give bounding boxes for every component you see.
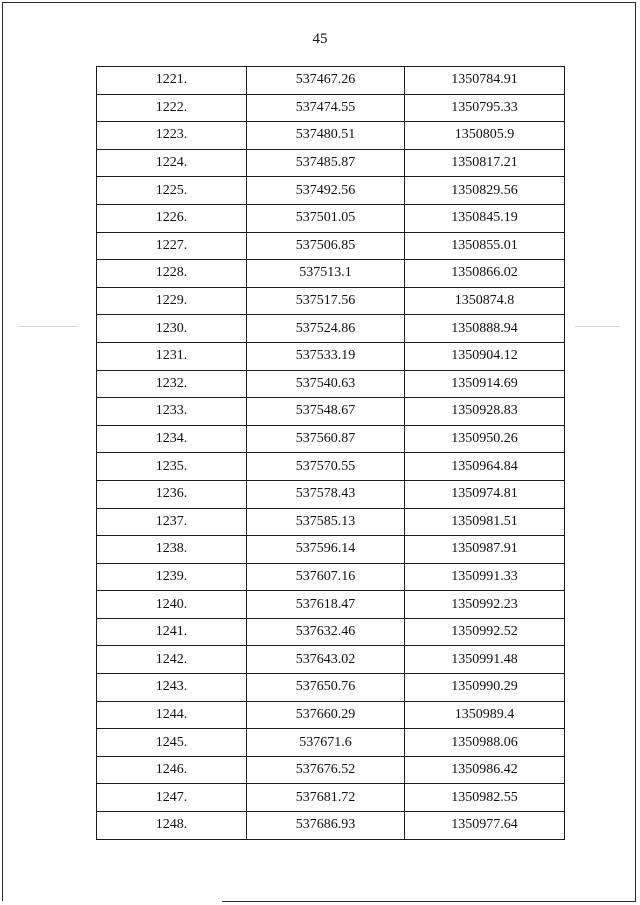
y-coordinate-cell: 1350982.55 xyxy=(405,784,565,812)
table-row xyxy=(97,177,565,205)
y-coordinate-cell: 1350795.33 xyxy=(405,94,565,122)
point-number-cell: 1222. xyxy=(97,94,247,122)
point-number-cell: 1243. xyxy=(97,674,247,702)
point-number-cell: 1247. xyxy=(97,784,247,812)
point-number-cell: 1237. xyxy=(97,508,247,536)
table-row xyxy=(97,591,565,619)
point-number-cell: 1229. xyxy=(97,287,247,315)
y-coordinate-cell: 1350904.12 xyxy=(405,342,565,370)
point-number-cell: 1240. xyxy=(97,591,247,619)
table-row xyxy=(97,315,565,343)
point-number-cell: 1242. xyxy=(97,646,247,674)
x-coordinate-cell: 537686.93 xyxy=(247,812,405,840)
y-coordinate-cell: 1350989.4 xyxy=(405,701,565,729)
table-row xyxy=(97,149,565,177)
point-number-cell: 1234. xyxy=(97,425,247,453)
table-row xyxy=(97,232,565,260)
x-coordinate-cell: 537570.55 xyxy=(247,453,405,481)
y-coordinate-cell: 1350981.51 xyxy=(405,508,565,536)
table-row xyxy=(97,398,565,426)
x-coordinate-cell: 537492.56 xyxy=(247,177,405,205)
point-number-cell: 1238. xyxy=(97,536,247,564)
x-coordinate-cell: 537524.86 xyxy=(247,315,405,343)
point-number-cell: 1225. xyxy=(97,177,247,205)
x-coordinate-cell: 537650.76 xyxy=(247,674,405,702)
table-row xyxy=(97,536,565,564)
table-row xyxy=(97,563,565,591)
y-coordinate-cell: 1350888.94 xyxy=(405,315,565,343)
point-number-cell: 1224. xyxy=(97,149,247,177)
x-coordinate-cell: 537467.26 xyxy=(247,67,405,95)
table-row xyxy=(97,122,565,150)
point-number-cell: 1244. xyxy=(97,701,247,729)
table-row xyxy=(97,701,565,729)
y-coordinate-cell: 1350992.52 xyxy=(405,618,565,646)
x-coordinate-cell: 537578.43 xyxy=(247,480,405,508)
y-coordinate-cell: 1350845.19 xyxy=(405,204,565,232)
y-coordinate-cell: 1350829.56 xyxy=(405,177,565,205)
table-row xyxy=(97,67,565,95)
table-row xyxy=(97,812,565,840)
point-number-cell: 1221. xyxy=(97,67,247,95)
x-coordinate-cell: 537533.19 xyxy=(247,342,405,370)
coordinates-table xyxy=(96,66,565,840)
y-coordinate-cell: 1350986.42 xyxy=(405,756,565,784)
x-coordinate-cell: 537596.14 xyxy=(247,536,405,564)
x-coordinate-cell: 537676.52 xyxy=(247,756,405,784)
x-coordinate-cell: 537485.87 xyxy=(247,149,405,177)
table-row xyxy=(97,508,565,536)
table-row xyxy=(97,729,565,757)
y-coordinate-cell: 1350866.02 xyxy=(405,260,565,288)
point-number-cell: 1231. xyxy=(97,342,247,370)
point-number-cell: 1233. xyxy=(97,398,247,426)
y-coordinate-cell: 1350805.9 xyxy=(405,122,565,150)
point-number-cell: 1226. xyxy=(97,204,247,232)
table-row xyxy=(97,260,565,288)
x-coordinate-cell: 537643.02 xyxy=(247,646,405,674)
y-coordinate-cell: 1350874.8 xyxy=(405,287,565,315)
scan-mark-right xyxy=(575,326,620,327)
coordinates-table-body xyxy=(97,67,565,840)
y-coordinate-cell: 1350817.21 xyxy=(405,149,565,177)
y-coordinate-cell: 1350974.81 xyxy=(405,480,565,508)
x-coordinate-cell: 537501.05 xyxy=(247,204,405,232)
point-number-cell: 1245. xyxy=(97,729,247,757)
point-number-cell: 1241. xyxy=(97,618,247,646)
table-row xyxy=(97,453,565,481)
y-coordinate-cell: 1350991.48 xyxy=(405,646,565,674)
table-row xyxy=(97,646,565,674)
x-coordinate-cell: 537513.1 xyxy=(247,260,405,288)
x-coordinate-cell: 537517.56 xyxy=(247,287,405,315)
y-coordinate-cell: 1350855.01 xyxy=(405,232,565,260)
table-row xyxy=(97,287,565,315)
table-row xyxy=(97,204,565,232)
point-number-cell: 1232. xyxy=(97,370,247,398)
scan-mark-left xyxy=(18,326,78,327)
y-coordinate-cell: 1350928.83 xyxy=(405,398,565,426)
table-row xyxy=(97,342,565,370)
y-coordinate-cell: 1350784.91 xyxy=(405,67,565,95)
table-row xyxy=(97,480,565,508)
x-coordinate-cell: 537474.55 xyxy=(247,94,405,122)
y-coordinate-cell: 1350992.23 xyxy=(405,591,565,619)
point-number-cell: 1235. xyxy=(97,453,247,481)
x-coordinate-cell: 537548.67 xyxy=(247,398,405,426)
point-number-cell: 1228. xyxy=(97,260,247,288)
table-row xyxy=(97,784,565,812)
point-number-cell: 1227. xyxy=(97,232,247,260)
y-coordinate-cell: 1350988.06 xyxy=(405,729,565,757)
y-coordinate-cell: 1350990.29 xyxy=(405,674,565,702)
bottom-border-line xyxy=(222,901,636,902)
y-coordinate-cell: 1350914.69 xyxy=(405,370,565,398)
y-coordinate-cell: 1350964.84 xyxy=(405,453,565,481)
y-coordinate-cell: 1350987.91 xyxy=(405,536,565,564)
x-coordinate-cell: 537660.29 xyxy=(247,701,405,729)
point-number-cell: 1246. xyxy=(97,756,247,784)
x-coordinate-cell: 537618.47 xyxy=(247,591,405,619)
table-row xyxy=(97,370,565,398)
table-row xyxy=(97,94,565,122)
x-coordinate-cell: 537632.46 xyxy=(247,618,405,646)
y-coordinate-cell: 1350950.26 xyxy=(405,425,565,453)
point-number-cell: 1230. xyxy=(97,315,247,343)
x-coordinate-cell: 537671.6 xyxy=(247,729,405,757)
table-row xyxy=(97,618,565,646)
table-row xyxy=(97,425,565,453)
table-row xyxy=(97,756,565,784)
point-number-cell: 1236. xyxy=(97,480,247,508)
x-coordinate-cell: 537585.13 xyxy=(247,508,405,536)
x-coordinate-cell: 537540.63 xyxy=(247,370,405,398)
x-coordinate-cell: 537681.72 xyxy=(247,784,405,812)
x-coordinate-cell: 537560.87 xyxy=(247,425,405,453)
x-coordinate-cell: 537480.51 xyxy=(247,122,405,150)
table-row xyxy=(97,674,565,702)
x-coordinate-cell: 537607.16 xyxy=(247,563,405,591)
point-number-cell: 1239. xyxy=(97,563,247,591)
x-coordinate-cell: 537506.85 xyxy=(247,232,405,260)
y-coordinate-cell: 1350991.33 xyxy=(405,563,565,591)
point-number-cell: 1223. xyxy=(97,122,247,150)
point-number-cell: 1248. xyxy=(97,812,247,840)
y-coordinate-cell: 1350977.64 xyxy=(405,812,565,840)
page-number: 45 xyxy=(312,31,328,47)
